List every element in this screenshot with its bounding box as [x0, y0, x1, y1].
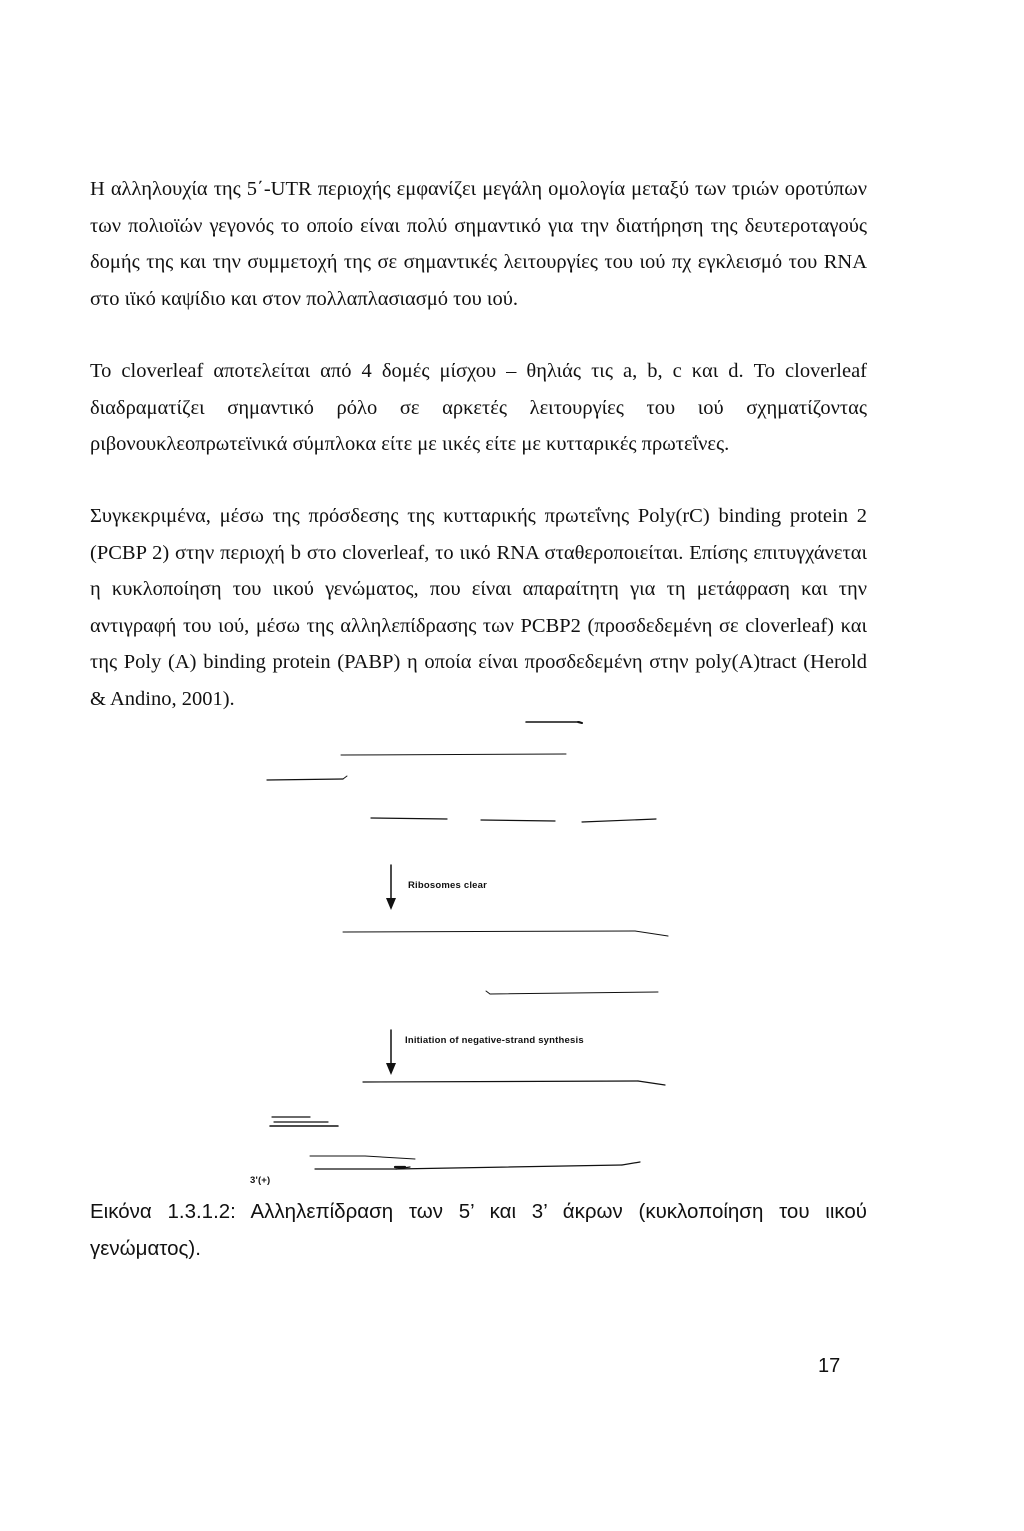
rna-strand-line — [622, 1162, 640, 1165]
rna-strand-line — [582, 819, 656, 822]
figure-caption-label: Εικόνα 1.3.1.2: — [90, 1200, 236, 1223]
circularization-figure — [250, 712, 690, 1190]
rna-strand-line — [343, 931, 635, 932]
figure-line-art — [250, 712, 690, 1190]
page-number: 17 — [818, 1355, 841, 1377]
rna-strand-line — [267, 779, 343, 780]
rna-strand-line — [365, 1156, 415, 1159]
ribosomes-clear-label: Ribosomes clear — [408, 880, 488, 891]
rna-strand-line — [490, 992, 658, 994]
three-prime-end-label: 3'(+) — [250, 1175, 271, 1186]
rna-strand-line — [341, 754, 566, 755]
paragraph-pcbp2-circularization: Συγκεκριμένα, μέσω της πρόσδεσης της κυτταρικής πρωτεΐνης Poly(rC) binding protein 2 (PCBP 2) στην περιοχή b στο cloverleaf, το ιικό RNA σταθεροποιείται. Επίσης επιτυγχάνεται η κυκλοποίηση του ιικού γενώματος, που είναι απαραίτητη για τη μετάφραση και την αντιγραφή του ιού, μέσω της αλληλεπίδρασης των PCBP2 (προσδεδεμένη σε cloverleaf) και της Poly (A) binding protein (PABP) η οποία είναι προσδεδεμένη στην poly(A)tract (Herold & Andino, 2001). — [90, 505, 867, 710]
paragraph-cloverleaf-structure: Το cloverleaf αποτελείται από 4 δομές μίσχου – θηλιάς τις a, b, c και d. Το cloverleaf διαδραματίζει σημαντικό ρόλο σε αρκετές λειτουργίες του ιού σχηματίζοντας ριβονουκλεοπρωτεϊνικά σύμπλοκα είτε με ιικές είτε με κυτταρικές πρωτεΐνες. — [90, 360, 867, 455]
paragraph-utr-homology: Η αλληλουχία της 5΄-UTR περιοχής εμφανίζει μεγάλη ομολογία μεταξύ των τριών οροτύπων των πολιοϊών γεγονός το οποίο είναι πολύ σημαντικό για την διατήρηση της δευτεροταγούς δομής της και την συμμετοχή της σε σημαντικές λειτουργίες του ιού πχ εγκλεισμό του RNA στο ιϊκό καψίδιο και στον πολλαπλασιασμό του ιού. — [90, 178, 867, 310]
figure-caption — [90, 1194, 867, 1267]
rna-strand-line — [481, 820, 555, 821]
rna-strand-line — [635, 931, 668, 936]
rna-strand-line — [638, 1081, 665, 1085]
rna-strand-line — [371, 818, 447, 819]
arrow-down-icon — [386, 898, 396, 910]
negative-strand-initiation-label: Initiation of negative-strand synthesis — [405, 1035, 584, 1046]
rna-strand-line — [578, 722, 582, 723]
rna-strand-line — [396, 1165, 622, 1169]
arrow-down-icon — [386, 1063, 396, 1075]
rna-strand-line — [363, 1081, 638, 1082]
rna-strand-line — [486, 991, 490, 994]
figure-caption-text: Αλληλεπίδραση των 5’ και 3’ άκρων (κυκλοποίηση του ιικού γενώματος). — [90, 1200, 867, 1260]
rna-strand-line — [343, 776, 347, 779]
